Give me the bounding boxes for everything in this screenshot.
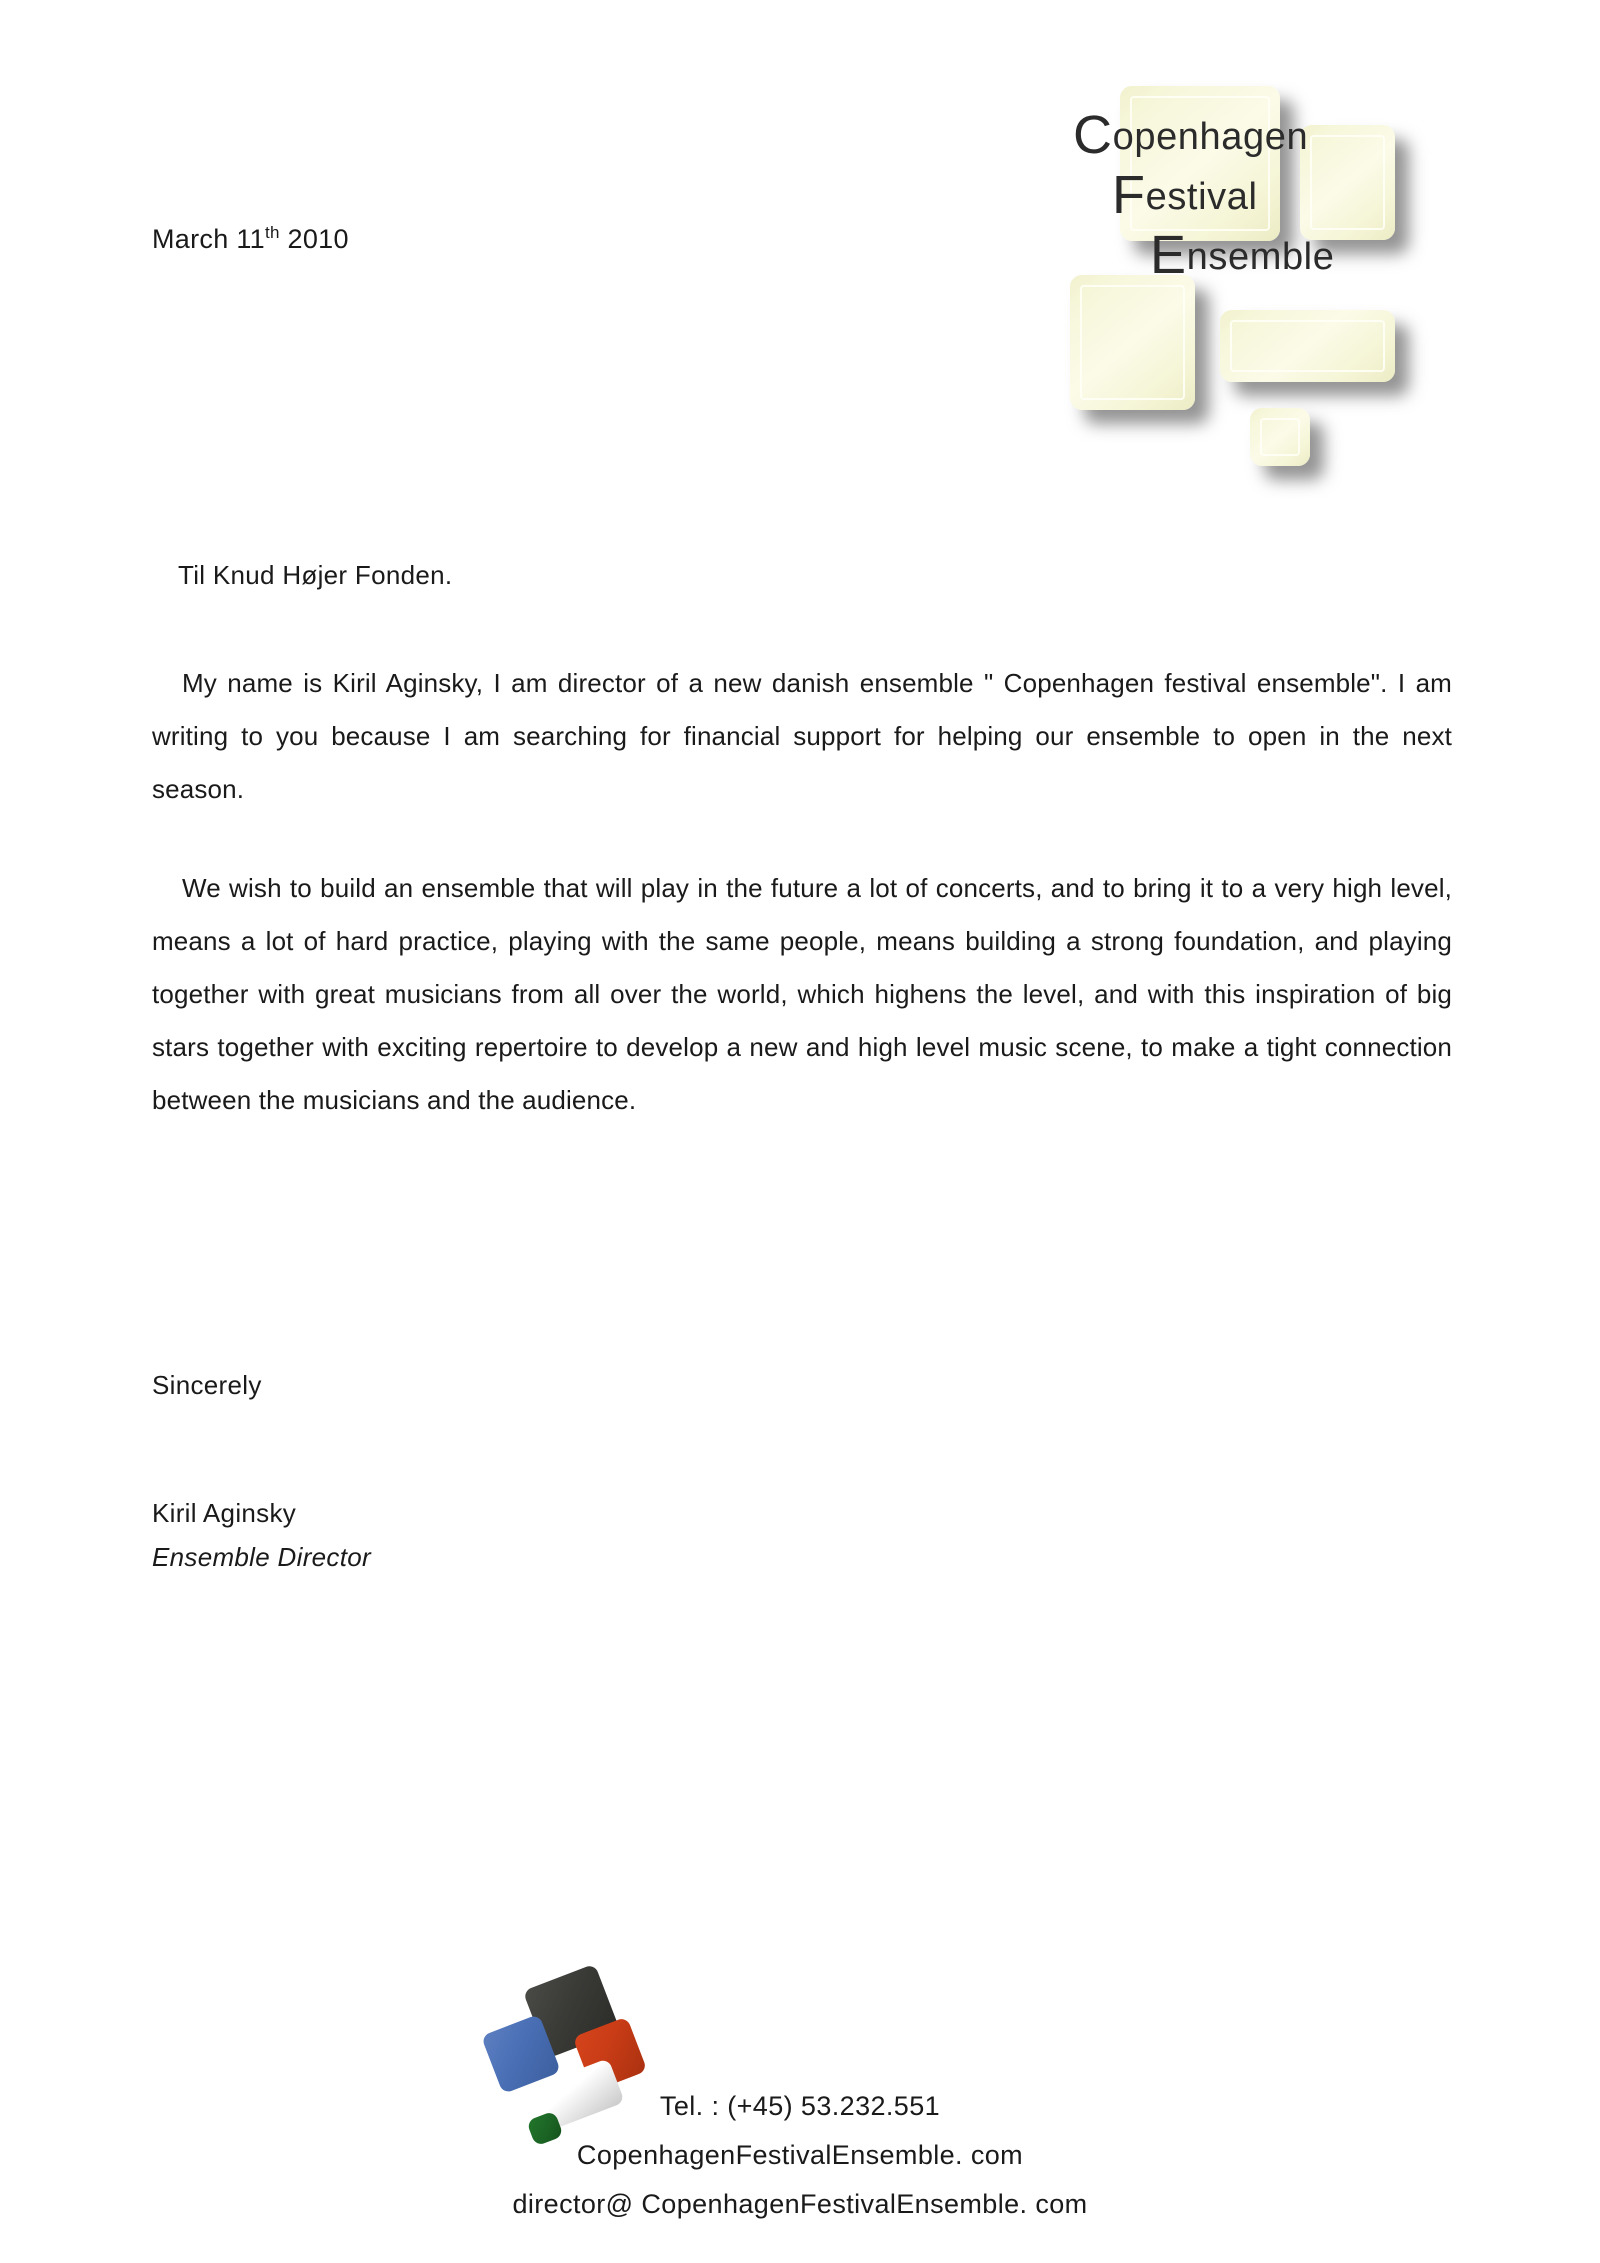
logo-rest-ensemble: nsemble [1186,236,1335,278]
letter-paragraph-2: We wish to build an ensemble that will play in the future a lot of concerts, and to bring it to a very high level, means a lot of hard practice, playing with the same people, means building a strong foundation, and playing together with great musicians from all over the world, which highens the level, and with this inspiration of big stars together with exciting repertoire to develop a new and high level music scene, to make a tight connection between the musicians and the audience. [152,873,1452,1115]
logo-line-festival [1112,165,1258,225]
logo-wordmark [1073,60,1560,480]
letter-closing: Sincerely [152,1370,262,1400]
signature-name: Kiril Aginsky [152,1498,297,1528]
logo-cap-e: E [1150,225,1187,285]
letter-footer [0,1960,1600,2260]
letter-salutation: Til Knud Højer Fonden. [178,560,453,590]
logo-rest-copenhagen: openhagen [1112,116,1309,158]
letter-date [152,224,349,255]
footer-email: director@ CopenhagenFestivalEnsemble. com [512,2189,1088,2219]
footer-phone: Tel. : (+45) 53.232.551 [659,2091,941,2121]
logo-line-ensemble [1150,225,1335,285]
logo-cap-f: F [1112,165,1146,225]
signature-title: Ensemble Director [152,1542,371,1572]
letter-paragraph-1: My name is Kiril Aginsky, I am director of a new danish ensemble " Copenhagen festival ensemble". I am writing to you because I am searching for financial support for helping our ensemble to open in the next season. [152,668,1452,804]
date-month-day: March 11 [152,224,265,254]
date-ordinal-suffix: th [264,223,280,242]
footer-website: CopenhagenFestivalEnsemble. com [576,2140,1024,2170]
header-logo [1073,60,1560,480]
letter-body [152,560,1452,1173]
logo-line-copenhagen [1073,105,1309,165]
date-year: 2010 [279,224,349,254]
logo-rest-festival: estival [1145,176,1258,218]
logo-cap-c: C [1073,105,1113,165]
